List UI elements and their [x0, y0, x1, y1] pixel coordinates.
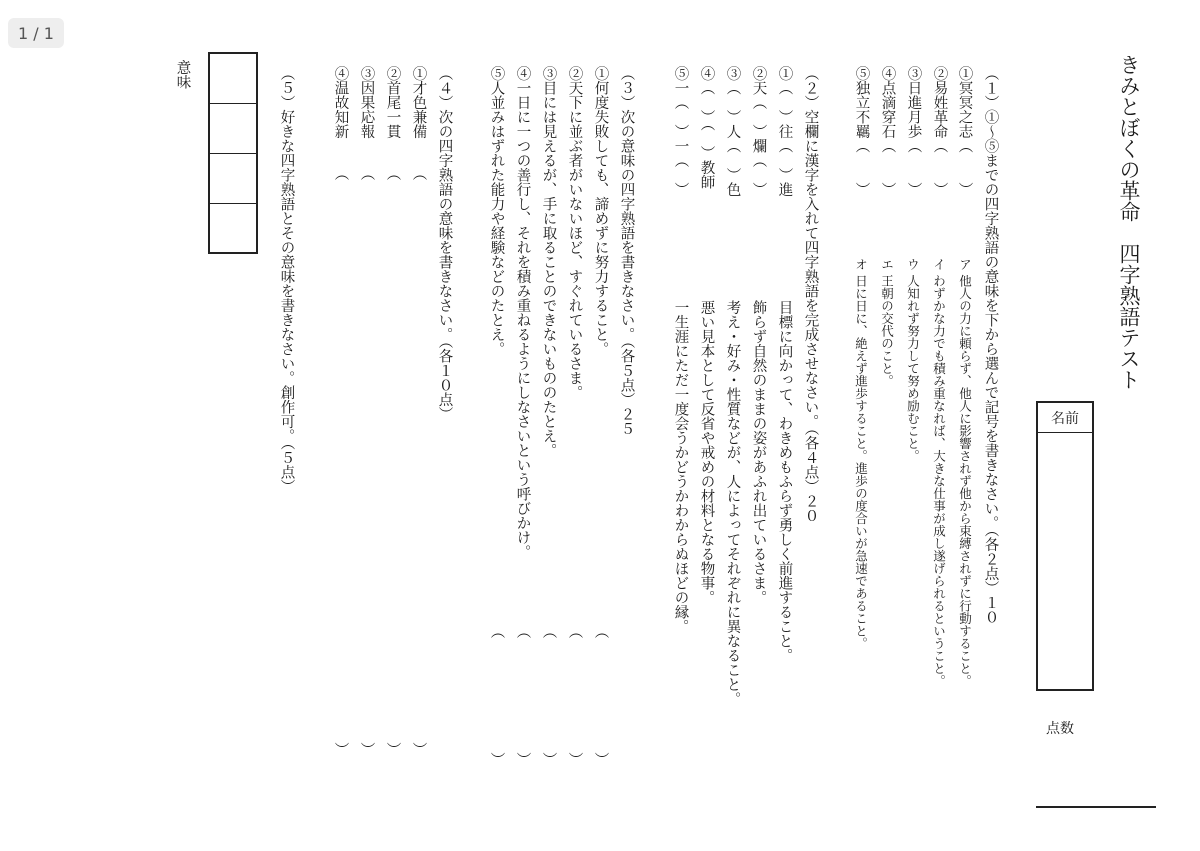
q2-meaning: 悪い見本として反省や戒めの材料となる物事。: [698, 300, 715, 605]
q1-item: ④点滴穿石（ ）: [879, 66, 896, 197]
q3-answer-close: ）: [592, 752, 609, 767]
q1-option: エ 王朝の交代のこと。: [879, 258, 895, 387]
q4-item: ②首尾一貫: [384, 66, 401, 139]
q4-item: ④温故知新: [332, 66, 349, 139]
q4-answer-close: ）: [358, 742, 375, 757]
q2-meaning: 一生涯にただ一度会うかどうかわからぬほどの縁。: [672, 300, 689, 634]
q1-option: オ 日に日に、絶えず進歩すること。進歩の度合いが急速であること。: [853, 258, 869, 650]
q1-heading: （１）①～⑤までの四字熟語の意味を下から選んで記号を書きなさい。（各２点）１０: [982, 66, 999, 625]
q4-answer-open[interactable]: （: [384, 166, 401, 181]
q2-heading: （２）空欄に漢字を入れて四字熟語を完成させなさい。（各４点）２０: [802, 66, 819, 523]
q4-item: ③因果応報: [358, 66, 375, 139]
q3-answer-open[interactable]: （: [488, 624, 505, 639]
q2-item[interactable]: ②天（ ）爛（ ）: [750, 66, 767, 197]
name-label: 名前: [1038, 403, 1092, 433]
q4-item: ①才色兼備: [410, 66, 427, 139]
name-box[interactable]: [1036, 401, 1094, 691]
q3-item: ③目には見えるが、手に取ることのできないもののたとえ。: [540, 66, 557, 458]
q1-item: ①冥冥之志（ ）: [956, 66, 973, 197]
q1-option: ウ 人知れず努力して努め励むこと。: [905, 258, 921, 462]
q2-item[interactable]: ⑤一（ ）一（ ）: [672, 66, 689, 197]
q1-item: ③日進月歩（ ）: [905, 66, 922, 197]
q1-option: イ わずかな力でも積み重なれば、大きな仕事が成し遂げられるということ。: [931, 258, 947, 687]
q4-heading: （４）次の四字熟語の意味を書きなさい。（各１０点）: [436, 66, 453, 422]
q1-option: ア 他人の力に頼らず、他人に影響されず他から束縛されずに行動すること。: [957, 258, 973, 687]
q2-item[interactable]: ③（ ）人（ ）色: [724, 66, 741, 197]
grid-cell[interactable]: [210, 54, 256, 104]
q3-item: ②天下に並ぶ者がいないほど、すぐれているさま。: [566, 66, 583, 400]
q3-item: ④一日に一つの善行し、それを積み重ねるようにしなさいという呼びかけ。: [514, 66, 531, 559]
meaning-label: 意味: [174, 60, 191, 89]
q3-answer-close: ）: [566, 752, 583, 767]
grid-cell[interactable]: [210, 104, 256, 154]
q4-answer-open[interactable]: （: [332, 166, 349, 181]
q4-answer-open[interactable]: （: [358, 166, 375, 181]
q5-heading: （５）好きな四字熟語とその意味を書きなさい。創作可。（５点）: [278, 66, 295, 494]
q3-answer-open[interactable]: （: [540, 624, 557, 639]
q1-item: ⑤独立不羈（ ）: [853, 66, 870, 197]
q3-item: ①何度失敗しても、諦めずに努力すること。: [592, 66, 609, 356]
q2-item[interactable]: ④（ ）（ ）教師: [698, 66, 715, 190]
q3-answer-close: ）: [488, 752, 505, 767]
q3-heading: （３）次の意味の四字熟語を書きなさい。（各５点）２５: [618, 66, 635, 436]
grid-cell[interactable]: [210, 154, 256, 204]
q2-meaning: 目標に向かって、わきめもふらず勇しく前進すること。: [776, 300, 793, 663]
q2-meaning: 考え・好み・性質などが、人によってそれぞれに異なること。: [724, 300, 741, 706]
q4-answer-close: ）: [384, 742, 401, 757]
page-counter: 1 / 1: [8, 18, 64, 48]
score-line: [1036, 806, 1156, 808]
q2-meaning: 飾らず自然のままの姿があふれ出ているさま。: [750, 300, 767, 605]
score-label: 点数: [1046, 721, 1074, 737]
grid-cell[interactable]: [210, 204, 256, 254]
q3-answer-open[interactable]: （: [514, 624, 531, 639]
q4-answer-open[interactable]: （: [410, 166, 427, 181]
q4-answer-close: ）: [332, 742, 349, 757]
q3-answer-close: ）: [514, 752, 531, 767]
q3-answer-open[interactable]: （: [592, 624, 609, 639]
page-title: きみとぼくの革命 四字熟語テスト: [1117, 54, 1141, 390]
q3-answer-close: ）: [540, 752, 557, 767]
q2-item[interactable]: ①（ ）往（ ）進: [776, 66, 793, 197]
q3-item: ⑤人並みはずれた能力や経験などのたとえ。: [488, 66, 505, 356]
q5-answer-grid[interactable]: [208, 52, 258, 254]
q3-answer-open[interactable]: （: [566, 624, 583, 639]
q1-item: ②易姓革命（ ）: [931, 66, 948, 197]
q4-answer-close: ）: [410, 742, 427, 757]
